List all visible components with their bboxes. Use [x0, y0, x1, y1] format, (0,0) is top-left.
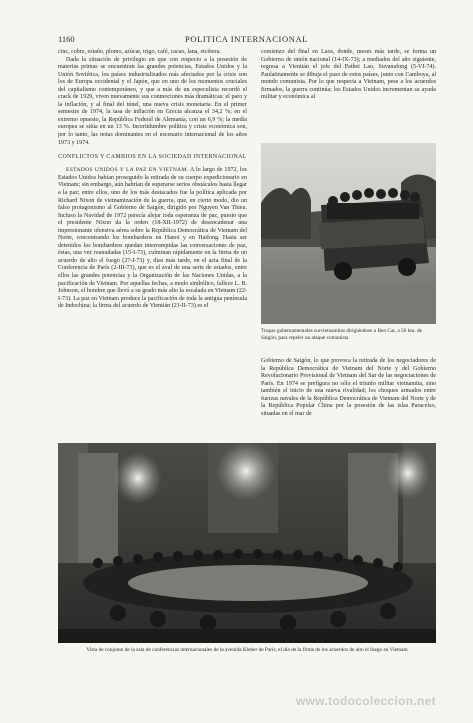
page-header: [58, 34, 435, 46]
section-heading: CONFLICTOS Y CAMBIOS EN LA SOCIEDAD INTERNACIONAL: [58, 154, 247, 161]
conference-hall-image: [58, 443, 436, 643]
paragraph: A lo largo de 1972, los Estados Unidos habían proseguido la retirada de su cuerpo expedicionario en Vietnam; sin embargo, aún habrían de superarse serios obstáculos hasta llegar a la paz; entre ellos, uno de los más destacados fue la política aplicada por Richard Nixon de vietnamización de la guerra, que, en cierto modo, dio un falso protagonismo al Gobierno de Saigón, dirigido por Nguyen Van Thieu. Incluso la Navidad de 1972 parecía alejar toda esperanza de paz, puesto que el presidente Nixon da la orden (18-XII-1972) de desencadenar una impresionante ofensiva aérea sobre la República Democrática de Vietnam del Norte, concentrando los bombardeos en Hanoi y en Haifong. Hasta ser detenidos los bombardeos quedan interrumpidas las conversaciones de paz, éstas, una vez reanudadas (15-I-73), culminan rápidamente en la firma de un acuerdo de alto el fuego (27-I-73) y, días más tarde, en el acta final de la Conferencia de París (2-III-73), que es el aval de una serie de estados, entre ellos las grandes potencias y la Organización de las Naciones Unidas, a la pacificación de Vietnam. Por aquellas fechas, a modo simbólico, fallece L. B. Johnson, el hombre que llevó a su grado más alto la escalada en Vietnam (22-I-73). La paz en Vietnam produce la pacificación de toda la antigua península de Indochina; la firma del acuerdo de Vientián (21-II-73) es el: [58, 167, 247, 310]
right-column-top: [261, 49, 436, 102]
paragraph: cinc, cobre, estaño, plomo, azúcar, trigo, café, cacao, lana, etcétera.: [58, 49, 221, 55]
paragraph: comienzo del final en Laos, donde, meses más tarde, se forma un Gobierno de unión nacional (14-IX-73); a mediados del año siguiente, regresa a Vientián el jefe del Pathet Lao, Suvanafong (5-VI-74). Paulatinamente se dibuja el paso de estos países, junto con Camboya, al mundo comunista. Por lo que respecta a Vietnam, pese a los acuerdos firmados, la guerra continúa; los Estados Unidos incrementan su ayuda militar y económica al: [261, 49, 436, 101]
watermark: www.todocoleccion.net: [296, 694, 436, 708]
left-column: [58, 49, 247, 311]
subheading: ESTADOS UNIDOS Y LA PAZ EN VIETNAM.: [66, 167, 189, 174]
troops-truck-image: [261, 143, 436, 324]
troops-photo-caption: Tropas gubernamentales survietnamitas dirigiéndose a Ben Cat, a 50 km. de Saigón, para repeler un ataque comunista: [261, 328, 423, 341]
troops-truck-photo: [261, 143, 436, 324]
paragraph: Dada la situación de privilegio en que con respecto a la posesión de materias primas se encuentran las grandes potencias, Estados Unidos y la Unión Soviética, los países industrializados más afectados por la crisis son los de Europa occidental y el Japón, que en uno de los momentos cruciales del capitalismo contemporáneo, y que a más de un especulista recordó el crack de 1929, viven nuevamente sus conmociones más dramáticas: el paro y la inflación, y al final del túnel, una nueva crisis monetaria. En el primer semestre de 1974, la tasa de inflación en Grecia alcanza el 34,2 %; en el extremo opuesto, la República Federal de Alemania, con un 6,9 %; la media europea se sitúa en un 13 %. Incertidumbre política y crisis económica son, por lo tanto, las notas dominantes en el escenario internacional de los años 1973 y 1974.: [58, 56, 247, 146]
paragraph: Gobierno de Saigón, lo que provoca la retirada de los negociadores de la República Democrática de Vietnam del Norte y del Gobierno Revolucionario Provisional de Vietnam del Sur de las negociaciones de París. En 1974 se prefigura no sólo el triunfo militar vietnamita, sino también el inicio de una nueva rivalidad; los choques armados entre fuerzas navales de la República Democrática de Vietnam del Norte y de la República Popular China por la posesión de las islas Paracelso, situadas en el mar de: [261, 358, 436, 417]
conference-photo-caption: Vista de conjunto de la sala de conferencias internacionales de la avenida Kleber de París, el día de la firma de los acuerdos de alto el fuego en Vietnam: [86, 647, 408, 653]
page-number: 1160: [58, 34, 75, 44]
conference-hall-photo: [58, 443, 436, 643]
running-title: POLITICA INTERNACIONAL: [185, 34, 308, 44]
right-column-bottom: [261, 358, 436, 418]
